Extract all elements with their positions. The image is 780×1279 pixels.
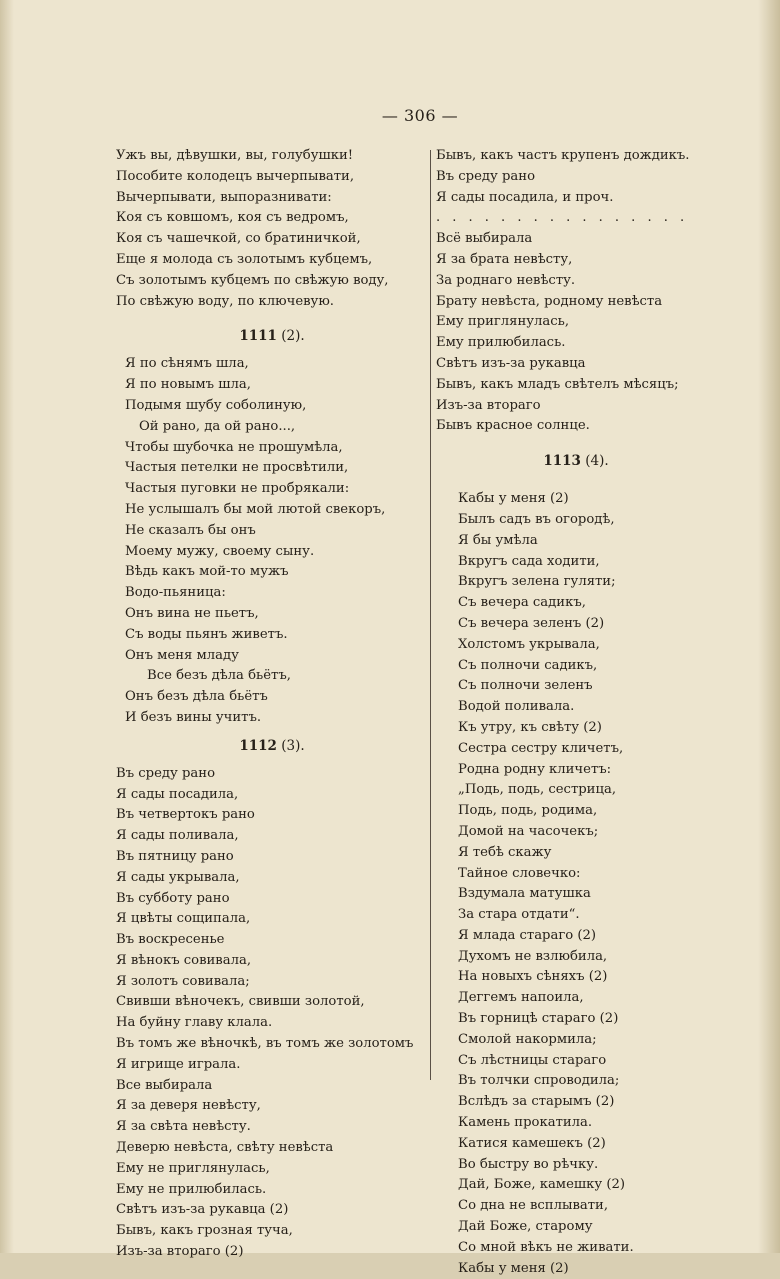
- verse-line: Я цвѣты сощипала,: [116, 911, 251, 927]
- verse-line: Всё выбирала: [436, 231, 533, 247]
- verse-line: Я тебѣ скажу: [458, 844, 552, 860]
- verse-line: Съ полночи зеленъ: [458, 678, 593, 694]
- verse-line: Я сады посадила, и проч.: [436, 189, 614, 205]
- page-edge-right: [758, 0, 780, 1253]
- verse-line: Со мной вѣкъ не живати.: [458, 1239, 634, 1255]
- left-column: [116, 146, 428, 1263]
- verse-line: Деггемъ напоила,: [458, 990, 584, 1006]
- verse-line: Моему мужу, своему сыну.: [125, 543, 315, 559]
- verse-line: За роднаго невѣсту.: [436, 272, 576, 288]
- song-variant: (2).: [276, 328, 305, 345]
- verse-line: Съ золотымъ кубцемъ по свѣжую воду,: [116, 272, 389, 288]
- verse-line: Я за брата невѣсту,: [436, 251, 573, 267]
- verse-line: Брату невѣста, родному невѣста: [436, 293, 663, 309]
- verse-line: Бывъ красное солнце.: [436, 418, 590, 434]
- verse-line: Пособите колодецъ вычерпывати,: [116, 168, 355, 184]
- verse-line: Я сады укрывала,: [116, 869, 240, 885]
- verse-line: Я за деверя невѣсту,: [116, 1098, 261, 1114]
- verse-line: Домой на часочекъ;: [458, 823, 599, 839]
- verse-line: Кабы у меня (2): [458, 1260, 569, 1276]
- verse-line: Ужъ вы, дѣвушки, вы, голубушки!: [116, 148, 354, 163]
- verse-line: Свѣтъ изъ-за рукавца: [436, 355, 586, 371]
- verse-line: Свивши вѣночекъ, свивши золотой,: [116, 994, 365, 1010]
- verse-line: Вѣдь какъ мой-то мужъ: [125, 564, 289, 580]
- verse-line: Съ вечера зеленъ (2): [458, 615, 605, 631]
- verse-line: Къ утру, къ свѣту (2): [458, 719, 602, 735]
- verse-line: Онъ меня младу: [125, 647, 239, 663]
- verse-line: Я сады поливала,: [116, 828, 239, 844]
- verse-line: Водо-пьяница:: [125, 585, 226, 601]
- intro-stanza: [116, 146, 428, 312]
- verse-line: Ему не прилюбилась.: [116, 1181, 267, 1197]
- song-1111-text: [116, 354, 428, 728]
- song-heading-1112: [116, 729, 428, 764]
- right-column: [436, 146, 716, 1279]
- verse-line: Камень прокатила.: [458, 1115, 593, 1131]
- verse-line: Чтобы шубочка не прошумѣла,: [125, 439, 343, 455]
- verse-line: Изъ-за втораго (2): [116, 1244, 244, 1260]
- verse-line: За стара отдати“.: [458, 907, 580, 923]
- verse-line: Со дна не всплывати,: [458, 1198, 609, 1214]
- verse-line: Свѣтъ изъ-за рукавца (2): [116, 1202, 289, 1218]
- verse-line: Родна родну кличетъ:: [458, 761, 612, 777]
- verse-line: Частыя пуговки не пробрякали:: [125, 481, 350, 497]
- verse-line: Онъ безъ дѣла бьётъ: [125, 689, 268, 705]
- verse-line: Въ среду рано: [436, 168, 536, 184]
- verse-line: И безъ вины учитъ.: [125, 709, 262, 725]
- verse-line: Былъ садъ въ огородѣ,: [458, 511, 615, 527]
- verse-line: Изъ-за втораго: [436, 397, 541, 413]
- verse-line: Съ лѣстницы стараго: [458, 1052, 607, 1068]
- verse-line: Коя съ чашечкой, со братиничкой,: [116, 231, 361, 247]
- verse-line: Подь, подь, родима,: [458, 803, 598, 819]
- verse-line: Ему не приглянулась,: [116, 1160, 270, 1176]
- verse-line: Не сказалъ бы онъ: [125, 522, 256, 538]
- verse-line: Во быстру во рѣчку.: [458, 1156, 599, 1172]
- ellipsis-dots: . . . . . . . . . . . . . . . .: [436, 210, 689, 226]
- song-heading-1111: [116, 319, 428, 354]
- verse-line: Водой поливала.: [458, 699, 575, 715]
- verse-line: По свѣжую воду, по ключевую.: [116, 293, 334, 309]
- song-1113-text: [436, 489, 716, 1279]
- verse-line: Дай, Боже, камешку (2): [458, 1177, 626, 1193]
- song-1112-text: [116, 764, 428, 1263]
- song-variant: (4).: [580, 453, 609, 470]
- verse-line: Бывъ, какъ грозная туча,: [116, 1223, 293, 1239]
- verse-line: Подымя шубу соболиную,: [125, 397, 307, 413]
- song-number: 1113: [543, 453, 581, 470]
- verse-line: Съ вечера садикъ,: [458, 595, 586, 611]
- verse-line: Я бы умѣла: [458, 532, 538, 548]
- verse-line: Я игрище играла.: [116, 1056, 241, 1072]
- verse-line: Катися камешекъ (2): [458, 1135, 606, 1151]
- verse-line: Я сады посадила,: [116, 786, 239, 802]
- column-divider: [430, 150, 431, 1080]
- verse-line: Ему приглянулась,: [436, 314, 570, 330]
- verse-line: Я за свѣта невѣсту.: [116, 1119, 251, 1135]
- verse-line: Въ среду рано: [116, 765, 216, 781]
- page-edge-left: [0, 0, 14, 1253]
- verse-line: Я вѣнокъ совивала,: [116, 952, 252, 968]
- verse-line: „Подь, подь, сестрица,: [458, 782, 617, 798]
- verse-line: Бывъ, какъ частъ крупенъ дождикъ.: [436, 148, 690, 163]
- verse-line: Вкругъ сада ходити,: [458, 553, 600, 569]
- verse-line: Я по новымъ шла,: [125, 377, 251, 393]
- page-number: — 306 —: [381, 106, 459, 125]
- verse-line: Дай Боже, старому: [458, 1219, 593, 1235]
- continuation-stanza-2: [436, 229, 716, 437]
- verse-line: Тайное словечко:: [458, 865, 581, 881]
- song-number: 1112: [239, 737, 277, 754]
- verse-line: Въ толчки спроводила;: [458, 1073, 620, 1089]
- verse-line: Вздумала матушка: [458, 886, 591, 902]
- verse-line: Въ воскресенье: [116, 932, 225, 948]
- verse-line: Съ воды пьянъ живетъ.: [125, 626, 288, 642]
- verse-line: Я млада стараго (2): [458, 927, 597, 943]
- verse-line: Вслѣдъ за старымъ (2): [458, 1094, 615, 1110]
- verse-line: Онъ вина не пьетъ,: [125, 605, 259, 621]
- verse-line: Все выбирала: [116, 1077, 213, 1093]
- verse-line: Ой рано, да ой рано...,: [139, 418, 296, 434]
- verse-line: Духомъ не взлюбила,: [458, 948, 608, 964]
- verse-line: Я по сѣнямъ шла,: [125, 356, 249, 372]
- verse-line: Все безъ дѣла бьётъ,: [147, 668, 291, 684]
- song-number: 1111: [239, 328, 277, 345]
- verse-line: Деверю невѣста, свѣту невѣста: [116, 1140, 334, 1156]
- verse-line: Въ четвертокъ рано: [116, 807, 255, 823]
- verse-line: Въ томъ же вѣночкѣ, въ томъ же золотомъ: [116, 1036, 414, 1052]
- song-heading-1113: [436, 444, 716, 479]
- verse-line: На новыхъ сѣняхъ (2): [458, 969, 608, 985]
- continuation-stanza: [436, 146, 716, 208]
- verse-line: Еще я молода съ золотымъ кубцемъ,: [116, 251, 373, 267]
- verse-line: Въ пятницу рано: [116, 848, 234, 864]
- verse-line: Я золотъ совивала;: [116, 973, 250, 989]
- verse-line: Кабы у меня (2): [458, 491, 569, 507]
- verse-line: Вкругъ зелена гуляти;: [458, 574, 616, 590]
- verse-line: Въ горницѣ стараго (2): [458, 1011, 619, 1027]
- verse-line: На буйну главу клала.: [116, 1015, 273, 1031]
- verse-line: Вычерпывати, выпоразнивати:: [116, 189, 332, 205]
- verse-line: Въ субботу рано: [116, 890, 230, 906]
- verse-line: Не услышалъ бы мой лютой свекоръ,: [125, 501, 386, 517]
- verse-line: Частыя петелки не просвѣтили,: [125, 460, 349, 476]
- verse-line: Коя съ ковшомъ, коя съ ведромъ,: [116, 210, 349, 226]
- verse-line: Бывъ, какъ младъ свѣтелъ мѣсяцъ;: [436, 376, 679, 392]
- verse-line: Сестра сестру кличетъ,: [458, 740, 624, 756]
- verse-line: Холстомъ укрывала,: [458, 636, 600, 652]
- song-variant: (3).: [276, 737, 305, 754]
- verse-line: Смолой накормила;: [458, 1031, 597, 1047]
- verse-line: Ему прилюбилась.: [436, 335, 566, 351]
- verse-line: Съ полночи садикъ,: [458, 657, 598, 673]
